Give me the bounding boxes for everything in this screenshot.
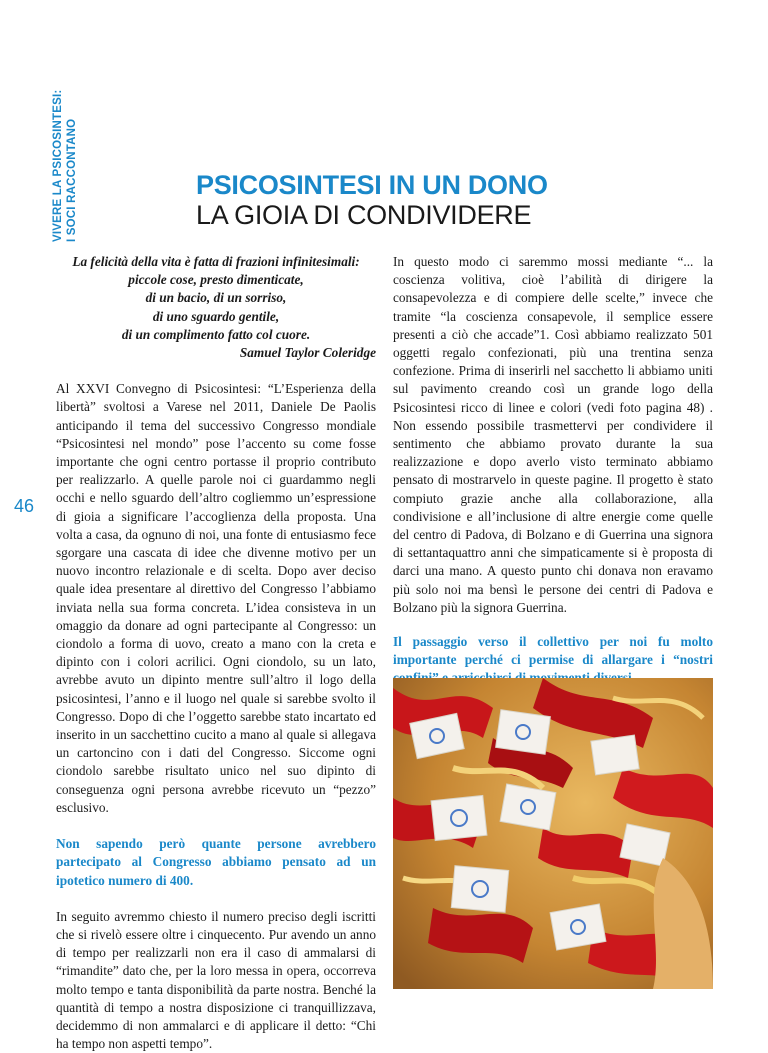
- page-number: 46: [14, 496, 35, 516]
- article-subtitle: LA GIOIA DI CONDIVIDERE: [196, 200, 532, 230]
- quote-line: piccole cose, presto dimenticate,: [128, 272, 304, 288]
- section-label-line2: I SOCI RACCONTANO: [66, 118, 78, 242]
- quote-line: di un complimento fatto col cuore.: [121, 326, 311, 342]
- gift-photo: [393, 678, 713, 989]
- article-title: PSICOSINTESI IN UN DONO: [196, 170, 548, 200]
- body-paragraph: In questo modo ci saremmo mossi mediante “... la coscienza volitiva, cioè l’abilità di dirigere la consapevolezza e di compiere delle scelte,” invece che tramite “la coscienza consapevole, il semplice essere presenti a ciò che accade”1. Così abbiamo realizzato 501 oggetti regalo confezionati, più una trentina senza confezione. Prima di inserirli nel sacchetto li abbiamo uniti sul pavimento creando così un grande logo della Psicosintesi ricco di linee e colori (vedi foto pagina 48) . Non essendo possibile trasmettervi per condividere il sentimento che abbiamo provato durante la sua realizzazione e dopo averlo visto terminato abbiamo pensato di mostrarvelo in queste pagine. Il progetto è stato compiuto grazie anche alla collaborazione, alla condivisione e all’inclusione di altre energie come quelle del centro di Padova, di Bolzano e di Guerrina una signora di settantaquattro anni che simpaticamente si è proposta di darci una mano. A questo punto chi donava non eravamo più solo noi ma bensì le persone dei centri di Padova e Bolzano più la signora Guerrina.: [393, 254, 713, 615]
- left-column: [56, 253, 376, 1053]
- highlight-paragraph: Non sapendo però quante persone avrebbero partecipato al Congresso abbiamo pensato ad un ipotetico numero di 400.: [56, 836, 376, 888]
- epigraph-quote: [56, 253, 376, 362]
- quote-line: di uno sguardo gentile,: [152, 308, 280, 324]
- quote-author: Samuel Taylor Coleridge: [239, 345, 376, 361]
- right-column: [393, 253, 713, 688]
- quote-line: di un bacio, di un sorriso,: [145, 290, 287, 306]
- section-label-line1: VIVERE LA PSICOSINTESI:: [52, 89, 64, 242]
- wrapped-gifts-image: [393, 678, 713, 989]
- body-paragraph: Al XXVI Convegno di Psicosintesi: “L’Esperienza della libertà” svoltosi a Varese nel 2011, Daniele De Paolis anticipando il tema del successivo Congresso mondiale “Psicosintesi nel mondo” pose l’accento su come fosse importante che ogni centro portasse il proprio contributo per realizzarlo. A quelle parole noi ci guardammo negli occhi e nello sguardo dell’altro cogliemmo un’espressione di gioia a significare l’accoglienza della proposta. Una volta a casa, da ognuno di noi, una fonte di entusiasmo fece sgorgare una cascata di idee che divenne motivo per un nuovo incontro relazionale e di scelta. Dopo aver deciso quale idea presentare al direttivo del Congresso l’abbiamo inviata nella sua forma concreta. L’idea consisteva in un omaggio da donare ad ogni partecipante al Congresso: un ciondolo a forma di uovo, creato a mano con la creta e dipinto con i colori acrilici. Ogni ciondolo, su un lato, avrebbe avuto un dipinto mentre sull’altro il logo della psicosintesi, l’anno e il luogo nel quale si sarebbe svolto il Congresso. Dopo di che l’oggetto sarebbe stato incartato ed inserito in un sacchettino cucito a mano al quale si allegava un cartoncino con i dati del Congresso. Siccome ogni ciondolo sarebbe risultato unico nel suo dipinto di conseguenza ogni persona avrebbe ricevuto un “pezzo” esclusivo.: [56, 381, 376, 815]
- body-paragraph: In seguito avremmo chiesto il numero preciso degli iscritti che si rivelò essere oltre i cinquecento. Pur avendo un anno di tempo per realizzarli non era il caso di ammalarsi di “rimandite” dato che, per la loro messa in opera, occorreva molto tempo e tanta disponibilità da parte nostra. Benché la quantità di tempo a nostra disposizione ci tranquillizzava, decidemmo di non ammalarci e di applicare il detto: “Chi ha tempo non aspetti tempo”.: [56, 908, 376, 1052]
- highlight-paragraph: Il passaggio verso il collettivo per noi fu molto importante perché ci permise di allargare i “nostri: [393, 634, 713, 668]
- quote-line: La felicità della vita è fatta di frazioni infinitesimali:: [72, 254, 360, 269]
- section-label: [44, 52, 84, 257]
